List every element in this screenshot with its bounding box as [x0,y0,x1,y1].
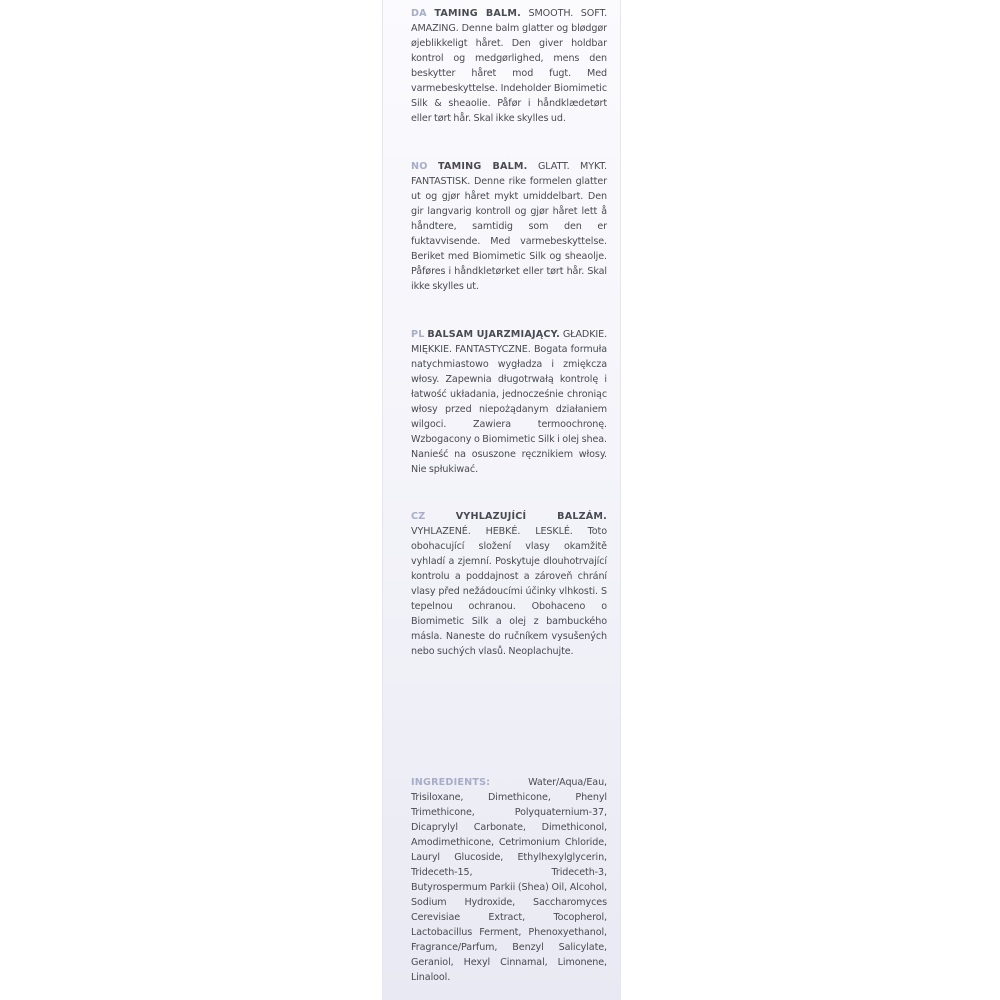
product-name: VYHLAZUJÍCÍ BALZÁM. [455,511,608,522]
ingredients-block [411,775,607,985]
packaging-side-panel [382,0,621,1000]
product-name: TAMING BALM. [438,161,528,172]
section-pl [411,327,607,477]
language-code: DA [411,8,427,19]
ingredients-list: Water/Aqua/Eau, Trisiloxane, Dimethicone, Phenyl Trimethicone, Polyquaternium-37, Dicaprylyl Carbonate, Dimethiconol, Amodimethicone, Cetrimonium Chloride, Lauryl Glucoside, Ethylhexylglycerin, Trideceth-15, Trideceth-3, Butyrospermum Parkii (Shea) Oil, Alcohol, Sodium Hydroxide, Saccharomyces Cerevisiae Extract, Tocopherol, Lactobacillus Ferment, Phenoxyethanol, Fragrance/Parfum, Benzyl Salicylate, Geraniol, Hexyl Cinnamal, Limonene, Linalool. [411,777,607,983]
product-name: TAMING BALM. [434,8,521,19]
section-description: GŁADKIE. MIĘKKIE. FANTASTYCZNE. Bogata formuła natychmiastowo wygładza i zmiękcza włosy. Zapewnia długotrwałą kontrolę i łatwość układania, jednocześnie chroniąc włosy przed niepożądanym działaniem wilgoci. Zawiera termoochronę. Wzbogacony o Biomimetic Silk i olej shea. Nanieść na osuszone ręcznikiem włosy. Nie spłukiwać. [411,329,608,475]
language-code: NO [411,161,428,172]
section-description: VYHLAZENÉ. HEBKÉ. LESKLÉ. Toto obohacující složení vlasy okamžitě vyhladí a zjemní. Poskytuje dlouhotrvající kontrolu a poddajnost a zároveň chrání vlasy před nežádoucími účinky vlhkosti. S tepelnou ochranou. Obohaceno o Biomimetic Silk a olej z bambuckého másla. Naneste do ručníkem vysušených nebo suchých vlasů. Neoplachujte. [411,526,607,657]
section-da [411,6,607,126]
section-no [411,159,607,294]
language-code: PL [411,329,425,340]
section-description: GLATT. MYKT. FANTASTISK. Denne rike formelen glatter ut og gjør håret mykt umiddelbart. Den gir langvarig kontroll og gjør håret lett å håndtere, samtidig som den er fuktavvisende. Med varmebeskyttelse. Beriket med Biomimetic Silk og sheaolje. Påføres i håndkletørket eller tørt hår. Skal ikke skylles ut. [411,161,607,292]
language-code: CZ [411,511,426,522]
product-name: BALSAM UJARZMIAJĄCY. [427,329,560,340]
section-description: SMOOTH. SOFT. AMAZING. Denne balm glatter og blødgør øjeblikkeligt håret. Den giver holdbar kontrol og medgørlighed, mens den beskytter håret mod fugt. Med varmebeskyttelse. Indeholder Biomimetic Silk & sheaolie. Påfør i håndklædetørt eller tørt hår. Skal ikke skylles ud. [411,8,608,124]
section-cz [411,509,607,659]
ingredients-label: INGREDIENTS: [411,777,491,788]
